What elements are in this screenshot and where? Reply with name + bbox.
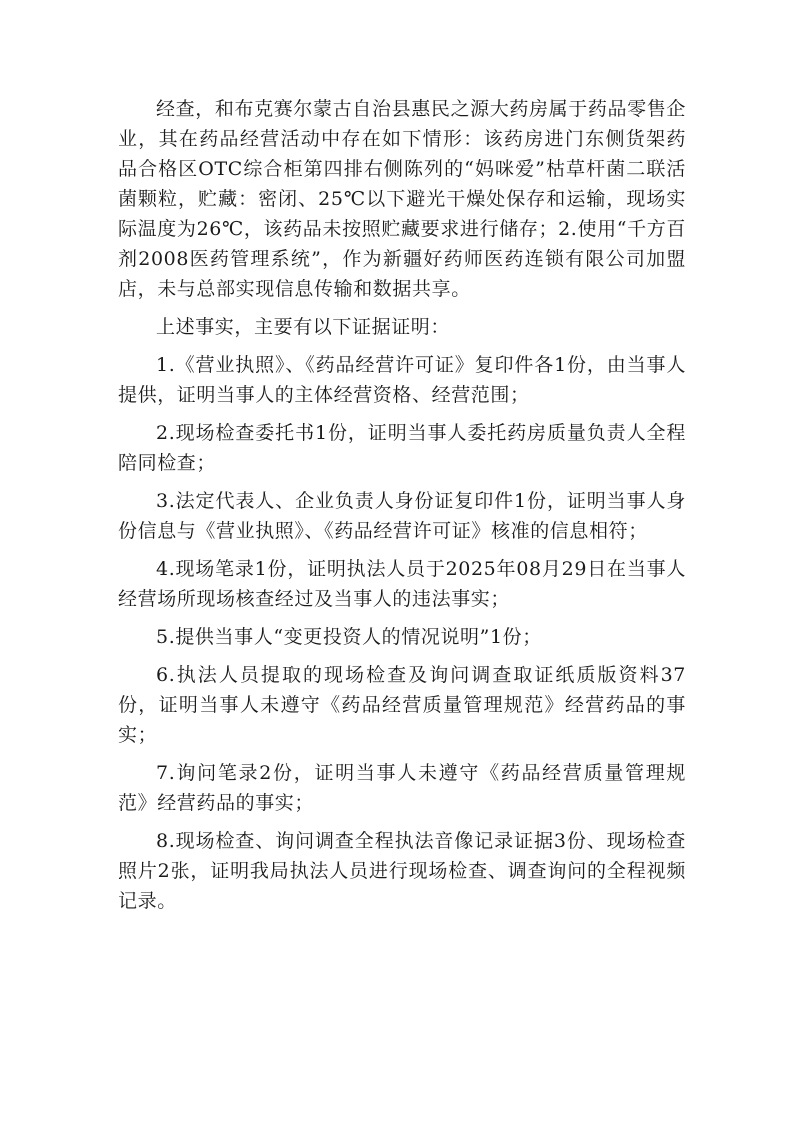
evidence-item-3: 3.法定代表人、企业负责人身份证复印件1份，证明当事人身份信息与《营业执照》、《药品经营许可证》核准的信息相符；	[118, 490, 686, 542]
evidence-item-5: 5.提供当事人“变更投资人的情况说明”1份；	[156, 626, 542, 648]
evidence-item-4: 4.现场笔录1份，证明执法人员于2025年08月29日在当事人经营场所现场核查经过及当事人的违法事实；	[118, 558, 686, 610]
paragraph-evidence-intro: 上述事实，主要有以下证据证明：	[156, 316, 451, 338]
evidence-item-6: 6.执法人员提取的现场检查及询问调查取证纸质版资料37份，证明当事人未遵守《药品经营质量管理规范》经营药品的事实；	[118, 664, 686, 746]
evidence-item-7: 7.询问笔录2份，证明当事人未遵守《药品经营质量管理规范》经营药品的事实；	[118, 762, 686, 814]
evidence-item-1: 1.《营业执照》、《药品经营许可证》复印件各1份，由当事人提供，证明当事人的主体经营资格、经营范围；	[118, 354, 686, 406]
document-body	[118, 94, 686, 924]
paragraph-findings: 经查，和布克赛尔蒙古自治县惠民之源大药房属于药品零售企业，其在药品经营活动中存在如下情形：该药房进门东侧货架药品合格区OTC综合柜第四排右侧陈列的“妈咪爱”枯草杆菌二联活菌颗粒，贮藏：密闭、25℃以下避光干燥处保存和运输，现场实际温度为26℃，该药品未按照贮藏要求进行储存；2.使用“千方百剂2008医药管理系统”，作为新疆好药师医药连锁有限公司加盟店，未与总部实现信息传输和数据共享。	[118, 98, 686, 300]
evidence-item-2: 2.现场检查委托书1份，证明当事人委托药房质量负责人全程陪同检查；	[118, 422, 686, 474]
evidence-item-8: 8.现场检查、询问调查全程执法音像记录证据3份、现场检查照片2张，证明我局执法人员进行现场检查、调查询问的全程视频记录。	[118, 830, 686, 912]
